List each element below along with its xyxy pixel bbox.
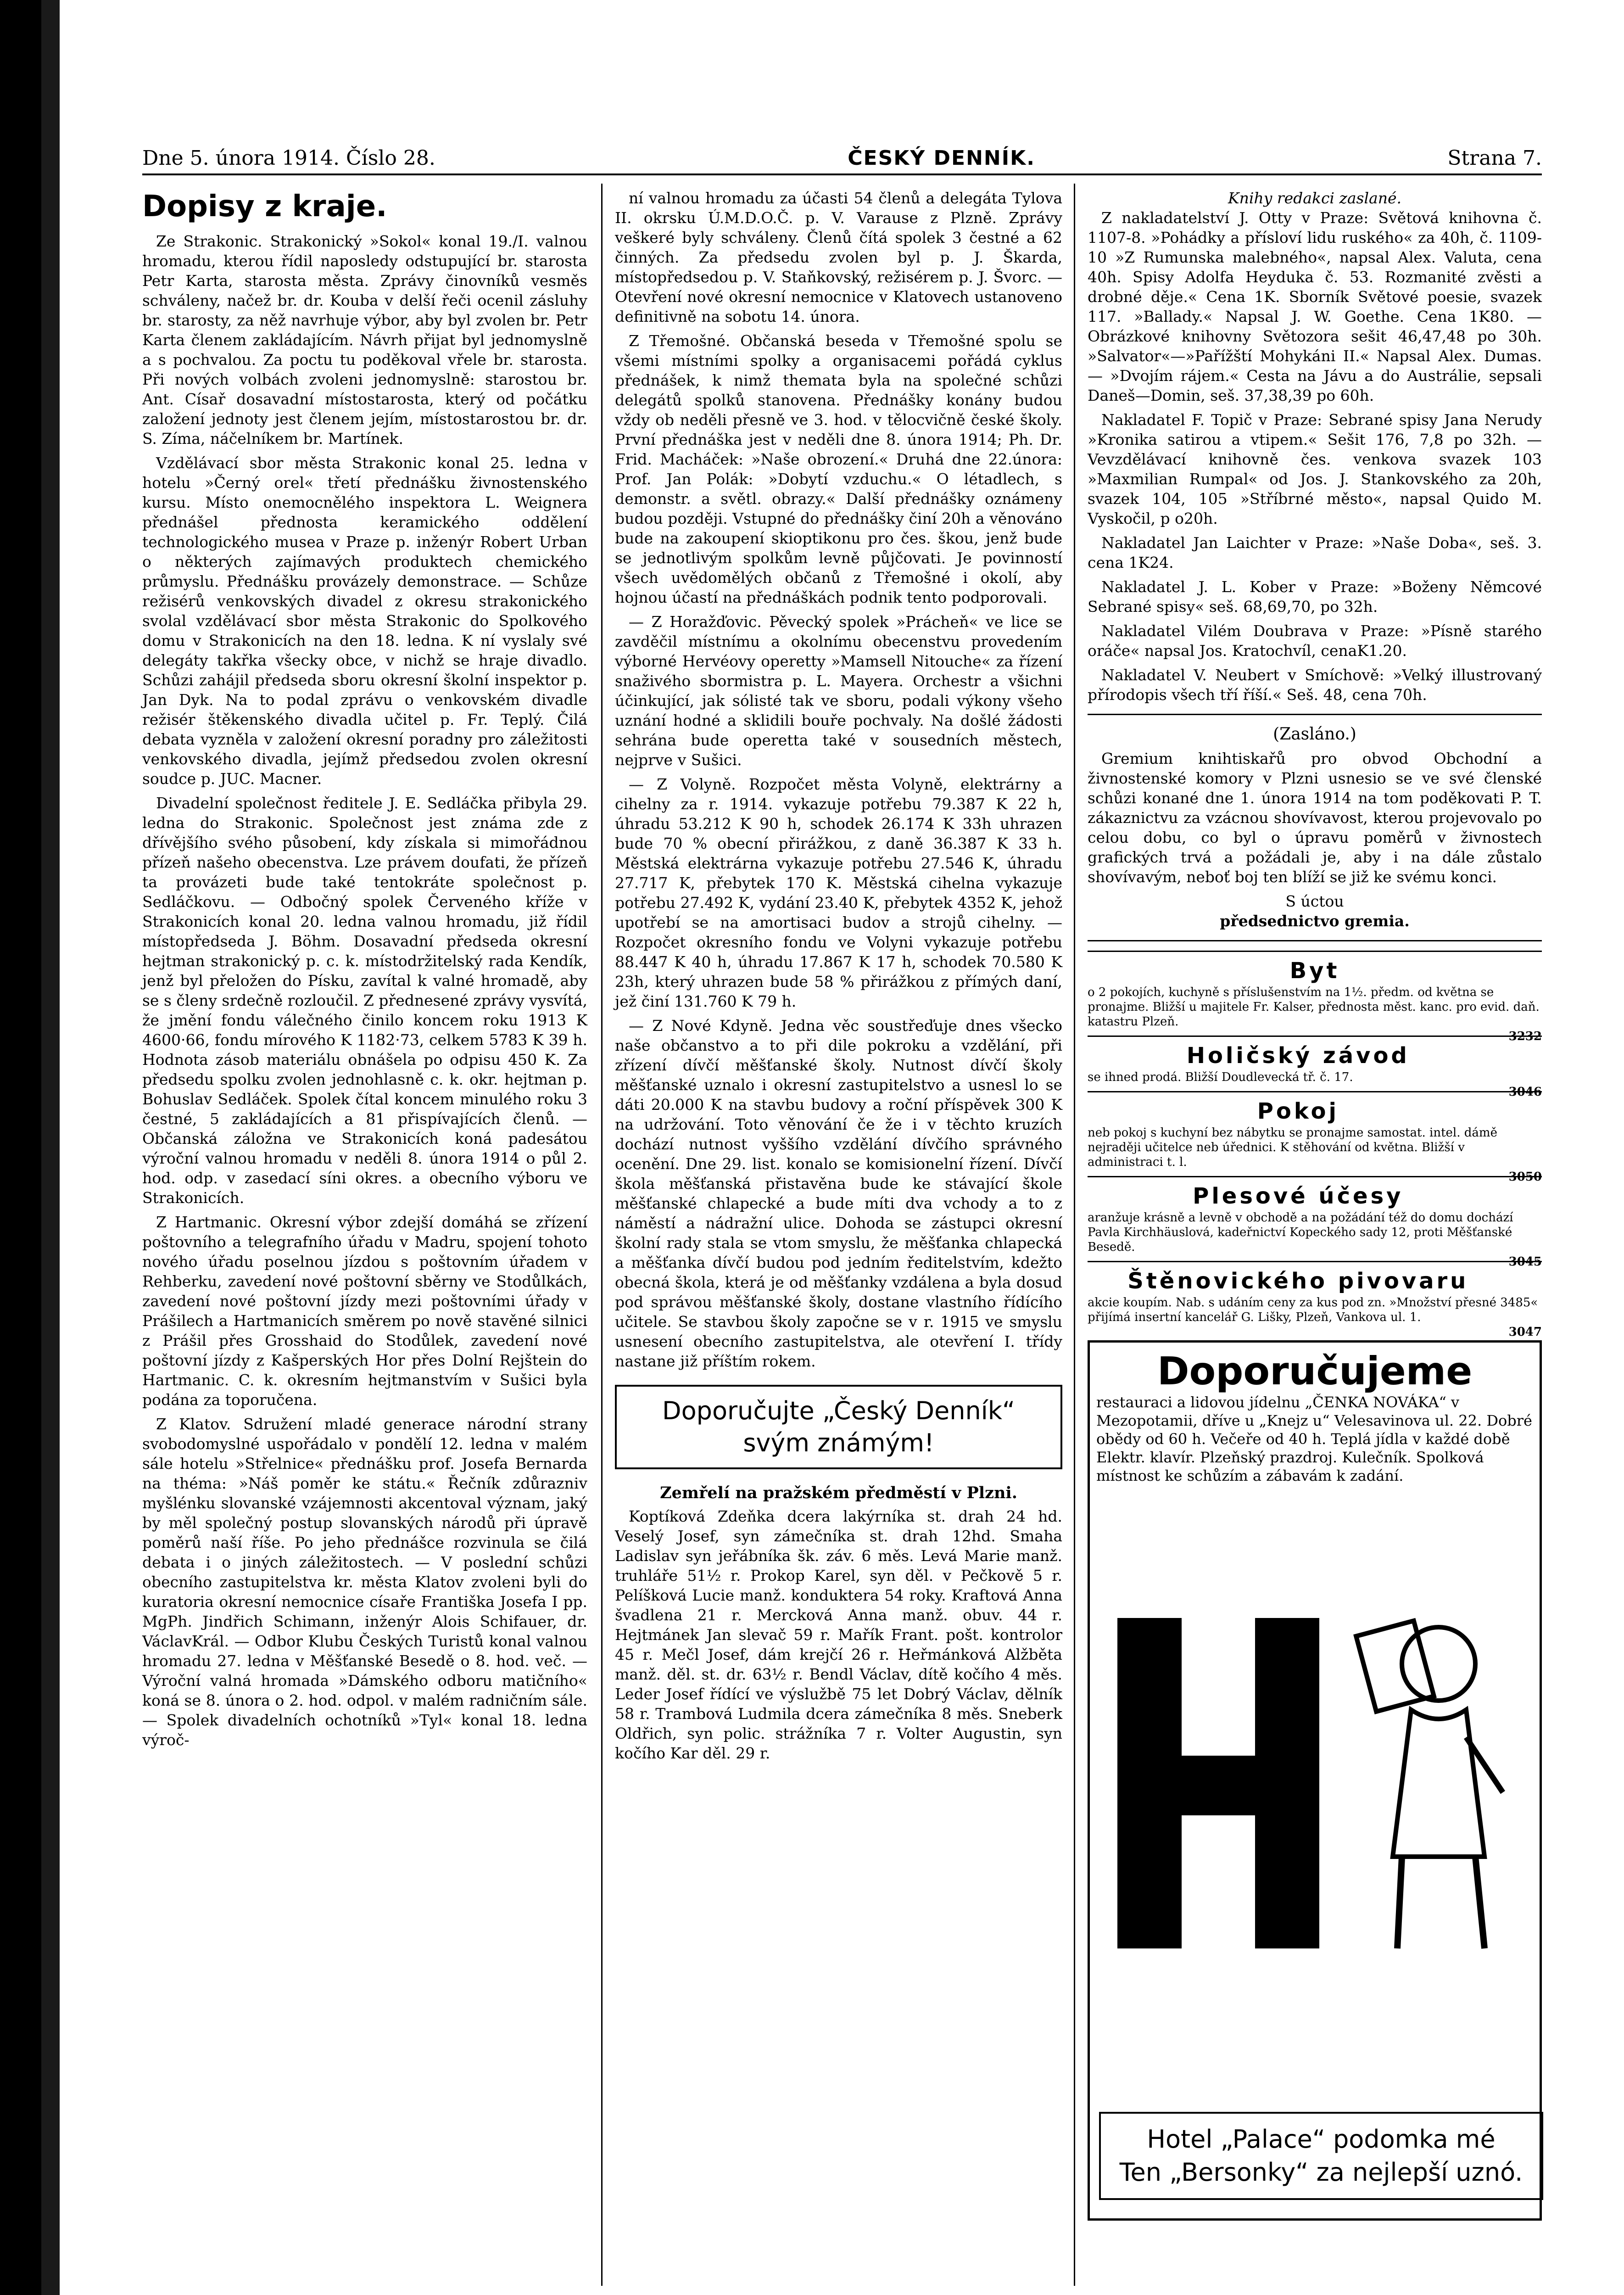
gremium-sign-2: předsednictvo gremia.: [1220, 912, 1410, 930]
obituary-title: Zemřelí na pražském předměstí v Plzni.: [660, 1483, 1017, 1502]
classified-title: Štěnovického pivovaru: [1127, 1268, 1469, 1294]
column-rule-2: [1074, 184, 1075, 2286]
section-heading: Dopisy z kraje.: [142, 190, 387, 224]
page-header: [142, 133, 1542, 170]
classified-text: aranžuje krásně a levně v obchodě a na požádání též do domu dochází Pavla Kirchhäuslová, kadeřnictví Kopeckého sady 12, proti Měšťanské Besedě.: [1088, 1211, 1513, 1254]
classified-text: se ihned prodá. Bližší Doudlevecká tř. č. 17.: [1088, 1070, 1353, 1084]
scan-edge-black: [0, 0, 41, 2295]
books-heading: Knihy redakci zaslané.: [1228, 189, 1401, 207]
classified-ad: [1088, 1036, 1542, 1099]
page-number: Strana 7.: [1447, 146, 1542, 170]
big-letter-h-graphic: [1108, 1600, 1328, 1967]
article-paragraph: Z Hartmanic. Okresní výbor zdejší domáhá se zřízení poštovního a telegrafního úřadu v Madru, spojení tohoto nového úřadu poselnou jízdou s poštovním úřadem v Rehberku, zavedení nové poštovní sběrny ve Stodůlkách, zavedení nové poštovní jízdy mezi poštovními úřady v Prášilech a Hartmanicích směrem po nově stavěné silnici z Prášil přes Grosshaid do Stodůlek, zavedení nové poštovní jízdy z Kašperských Hor přes Dolní Rejštein do Hartmanic. C. k. okresním hejtmanstvím v Sušici byla podána za toporučena.: [142, 1213, 587, 1409]
classified-title: Holičský závod: [1186, 1043, 1410, 1069]
classified-ad: [1088, 1176, 1542, 1269]
hotel-line-1: Hotel „Palace“ podomka mé: [1147, 2125, 1496, 2154]
gremium-sign-1: S úctou: [1285, 892, 1344, 910]
recommend-ad-box: [615, 1385, 1062, 1469]
restaurant-advertisement: [1088, 1340, 1542, 2221]
scan-edge-shadow: [41, 0, 60, 2295]
book-notice: Z nakladatelství J. Otty v Praze: Světová knihovna č. 1107-8. »Pohádky a přísloví lidu ruského« za 40h, č. 1109-10 »Z Rumunska malebného«, napsal Alex. Valuta, cena 40h. Spisy Adolfa Heyduka č. 53. Rozmanité zvěsti a drobné děje.« Cena 1K. Sborník Světové poesie, svazek 117. »Ballady.« Napsal J. W. Goethe. Cena 1K80. —Obrázkové knihovny Světozora sešit 46,47,48 po 30h. »Salvator«—»Pařížští Mohykáni II.« Napsal Alex. Dumas. — »Dvojím rájem.« Cesta na Jávu a do Austrálie, sepsali Daneš—Domin, seš. 37,38,39 po 60h.: [1088, 209, 1542, 404]
porter-figure-illustration: [1347, 1600, 1521, 1967]
recommend-ad-line-1: Doporučujte „Český Denník“: [662, 1396, 1015, 1425]
column-2: [615, 188, 1062, 1768]
classified-title: Byt: [1289, 958, 1340, 984]
book-notice: Nakladatel V. Neubert v Smíchově: »Velký illustrovaný přírodopis všech tří říší.« Seš. 48, cena 70h.: [1088, 666, 1542, 704]
article-paragraph: ní valnou hromadu za účasti 54 členů a delegáta Tylova II. okrsku Ú.M.D.O.Č. p. V. Varause z Plzně. Zprávy veškeré byly schváleny. Členů čítá spolek 3 čestné a 62 činných. Za předsedu zvolen byl p. J. Škarda, místopředsedou p. V. Staňkovský, režisérem p. J. Švorc. — Otevření nové okresní nemocnice v Klatovech ustanoveno definitivně na sobotu 14. února.: [615, 189, 1062, 325]
divider: [1088, 714, 1542, 715]
classified-text: akcie koupím. Nab. s udáním ceny za kus pod zn. »Množství přesné 3485« přijímá insertní kancelář G. Lišky, Plzeň, Vankova ul. 1.: [1088, 1296, 1538, 1324]
newspaper-page: [142, 133, 1542, 2290]
column-1: [142, 188, 587, 1754]
column-3: [1088, 188, 1542, 2221]
classified-title: Plesové účesy: [1193, 1183, 1404, 1209]
article-paragraph: Ze Strakonic. Strakonický »Sokol« konal 19./I. valnou hromadu, kterou řídil naposledy odstupující br. starosta Petr Karta, starosta města. Zprávy činovníků vesměs schváleny, načež br. dr. Kouba v delší řeči ocenil zásluhy br. starosty, za něž navrhuje výbor, aby byl zvolen br. Petr Karta členem zakládajícím. Návrh přijat byl jednomyslně a s pochvalou. Za poctu tu poděkoval vřele br. starosta. Při nových volbách zvoleni jednomyslně: starostou br. Ant. Císař dosavadní místostarosta, který od počátku založení jednoty jest členem jejím, místostarostou br. dr. S. Zíma, náčelníkem br. Martínek.: [142, 232, 587, 448]
article-paragraph: Divadelní společnost ředitele J. E. Sedláčka přibyla 29. ledna do Strakonic. Společnost jest známa zde z dřívějšího svého působení, kdy získala si mimořádnou přízeň našeho obecenstva. Lze právem doufati, že přízeň ta provázeti bude také tentokráte společnost p. Sedláčkovu. — Odbočný spolek Červeného kříže v Strakonicích konal 20. ledna valnou hromadu, již řídil místopředseda J. Böhm. Dosavadní předseda okresní hejtman strakonický p. c. k. místodržitelský rada Kendík, jenž byl přeložen do Písku, zavítal k valné hromadě, aby se s členy srdečně rozloučil. Z přednesené zprávy vysvítá, že jmění fondu válečného činilo koncem roku 1913 K 4600·66, fondu mírového K 1182·73, celkem 5783 K 39 h. Hodnota zásob materiálu obnášela po odpisu 450 K. Za předsedu spolku zvolen jednohlasně c. k. okr. hejtman p. Bohuslav Sedláček. Spolek čítal koncem minulého roku 3 čestné, 5 zakládajících a 81 přispívajících členů. — Občanská záložna ve Strakonicích koná padesátou výroční valnou hromadu v neděli 8. února 1914 o půl 2. hod. odp. v zasedací síni okres. a obecního výboru ve Strakonicích.: [142, 794, 587, 1207]
classified-number: 3047: [1508, 1325, 1542, 1339]
issue-date: Dne 5. února 1914. Číslo 28.: [142, 146, 435, 170]
ad-headline: Doporučujeme: [1157, 1349, 1473, 1394]
book-notice: Nakladatel J. L. Kober v Praze: »Boženy Němcové Sebrané spisy« seš. 68,69,70, po 32h.: [1088, 578, 1542, 616]
classified-number: 3046: [1508, 1085, 1542, 1099]
classified-text: o 2 pokojích, kuchyně s příslušenstvím na 1½. předm. od května se pronajme. Bližší u majitele Fr. Kalser, přednosta měst. kanc. pro evid. daň. katastru Plzeň.: [1088, 985, 1540, 1029]
obituary-text: Koptíková Zdeňka dcera lakýrníka st. drah 24 hd. Veselý Josef, syn zámečníka st. drah 12hd. Smaha Ladislav syn jeřábníka šk. záv. 6 měs. Levá Marie manž. truhláře 51½ r. Prokop Karel, syn děl. v Pečkově 5 r. Pelíšková Lucie manž. konduktera 54 roky. Kraftová Anna švadlena 21 r. Mercková Anna manž. obuv. 44 r. Hejtmánek Jan slevač 59 r. Mařík Frant. pošt. kontrolor 45 r. Mečl Josef, dám krejčí 26 r. Heřmánková Alžběta manž. děl. st. dr. 63½ r. Bendl Václav, dítě kočího 4 měs. Leder Josef řídící ve výslužbě 75 let Dobrý Václav, dělník 58 r. Trambová Ludmila dcera zámečníka 8 měs. Sneberk Oldřich, syn polic. strážníka 7 r. Volter Augustin, syn kočího Kar děl. 29 r.: [615, 1507, 1062, 1762]
column-rule-1: [601, 184, 603, 2286]
article-paragraph: — Z Horažďovic. Pěvecký spolek »Prácheň« ve lice se zavděčil místnímu a okolnímu obecenstvu provedením výborné Hervéovy operetty »Mamsell Nitouche« za řízení snaživého sbormistra p. L. Mayera. Orchestr a všichni účinkující, jak sólisté tak ve sboru, podali výkony všeho uznání hodné a sklidili bouře pochvaly. Na došlé žádosti sehrána bude operetta také v sousedních městech, nejprve v Sušici.: [615, 613, 1062, 769]
classified-ad: [1088, 1091, 1542, 1184]
article-paragraph: Z Třemošné. Občanská beseda v Třemošné spolu se všemi místními spolky a organisacemi pořádá cyklus přednášek, k nimž themata byla na společné schůzi delegátů spolků stanovena. Přednášky konány budou vždy ob neděli přesně ve 3. hod. v tělocvičně české školy. První přednáška jest v neděli dne 8. února 1914; Ph. Dr. Frid. Macháček: »Naše obrození.« Druhá dne 22.února: Prof. Jan Polák: »Dobytí vzduchu.« O létadlech, s demonstr. a světl. obrazy.« Další přednášky oznámeny budou později. Vstupné do přednášky činí 20h a věnováno bude na zakoupení skioptikonu pro čes. škou, jenž bude se jednotlivým spolkům levně půjčovati. Je povinností všech uvědomělých občanů z Třemošné i okolí, aby hojnou účastí na přednáškách podnik tento podporovali.: [615, 332, 1062, 606]
book-notice: Nakladatel Jan Laichter v Praze: »Naše Doba«, seš. 3. cena 1K24.: [1088, 534, 1542, 571]
article-paragraph: — Z Volyně. Rozpočet města Volyně, elektrárny a cihelny za r. 1914. vykazuje potřebu 79.387 K 22 h, úhradu 53.212 K 90 h, schodek 26.174 K 33h uhrazen bude 70 % obecní přirážkou, z daně 36.387 K 33 h. Městská elektrárna vykazuje potřebu 27.546 K, úhradu 27.717 K, přebytek 170 K. Městská cihelna vykazuje potřebu 27.492 K, vydání 23.40 K, přebytek 4352 K, jehož upotřebí se na amortisaci budov a strojů cihelny. — Rozpočet okresního fondu ve Volyni vykazuje potřebu 88.447 K 40 h, úhradu 17.867 K 17 h, schodek 70.580 K 23h, který uhrazen bude 58 % přirážkou z přímých daní, jež činí 131.760 K 79 h.: [615, 775, 1062, 1010]
divider: [1088, 940, 1542, 941]
book-notice: Nakladatel F. Topič v Praze: Sebrané spisy Jana Nerudy »Kronika satirou a vtipem.« Sešit 176, 7,8 po 32h. —Vevzdělávací knihovně čes. venkova svazek 103 »Maxmilian Rumpal« od Jos. J. Stankovského za 20h, svazek 104, 105 »Stříbrné město«, napsal Quido M. Vyskočil, p o20h.: [1088, 411, 1542, 527]
hotel-palace-box: [1099, 2112, 1543, 2200]
classified-text: neb pokoj s kuchyní bez nábytku se pronajme samostat. intel. dámě nejraději učitelce neb úřednici. K stěhování od května. Bližší v administraci t. l.: [1088, 1126, 1497, 1169]
classified-ad: [1088, 951, 1542, 1043]
article-paragraph: — Z Nové Kdyně. Jedna věc soustřeďuje dnes všecko naše občanstvo a to při dile pokroku a vzdělání, při zřízení dívčí měšťanské školy. Nutnost dívčí školy měšťanské uznalo i okresní zastupitelstvo a usnesl lo se dáti 20.000 K na stavbu budovy a roční příspěvek 300 K na udržování. Toto věnování če že i v těchto kruzích dochází nutnost vyššího vzdělání dívčího správného ocenění. Dne 29. list. konalo se komisionelní řízení. Dívčí škola měšťanská přistavěna bude ke stávající škole měšťanské chlapecké a bude míti dva vchody a to z náměstí a nádražní ulice. Dohoda se zástupci okresní školní rady stala se vtom smyslu, že měšťanka chlapecká a měšťanka dívčí budou pod jedním ředitelstvím, kdežto obecná škola, která je od měšťanky vzdálena a byla dosud pod správou měšťanské školy, dostane vlastního řídícího učitele. Se stavbou školy započne se v r. 1915 ve smyslu usnesení obecního zastupitelstva, ale otevření I. třídy nastane již příštím rokem.: [615, 1017, 1062, 1370]
classified-title: Pokoj: [1257, 1098, 1339, 1124]
hotel-line-2: Ten „Bersonky“ za nejlepší uznó.: [1119, 2158, 1523, 2187]
classified-ad: [1088, 1261, 1542, 1339]
classified-number: 3045: [1508, 1255, 1542, 1269]
newspaper-title: ČESKÝ DENNÍK.: [848, 146, 1035, 170]
classified-number: 3050: [1508, 1170, 1542, 1184]
article-paragraph: Vzdělávací sbor města Strakonic konal 25. ledna v hotelu »Černý orel« třetí přednášku živnostenského kursu. Místo onemocnělého inspektora L. Weignera přednášel přednosta keramického oddělení technologického musea v Praze p. inženýr Robert Urban o některých zajímavých produktech chemického průmyslu. Přednášku provázely demonstrace. — Schůze režisérů venkovských divadel z okresu strakonického svolal vzdělávací sbor města Strakonic do Spolkového domu v Strakonicích na den 18. ledna. K ní vyslaly své delegáty takřka všecky obce, v nichž se hraje divadlo. Schůzi zahájil předseda sboru okresní školní inspektor p. Jan Dyk. Na to podal zprávu o venkovském divadle režisér štěkenského divadla učitel p. Fr. Teplý. Čilá debata vyzněla v založení okresní poradny pro záležitosti venkovského divadla, jejímž předsedou zvolen okresní soudce p. JUC. Macner.: [142, 454, 587, 788]
classified-number: 3232: [1508, 1030, 1542, 1043]
header-rule: [142, 174, 1542, 175]
gremium-notice: Gremium knihtiskařů pro obvod Obchodní a živnostenské komory v Plzni usnesio se ve své členské schůzi konané dne 1. února 1914 na tom poděkovati P. T. zákaznictvu za vzácnou shovívavost, kterou projevovalo po celou dobu, co byl o úpravu poměrů v živnostech grafických trvá a požádali je, aby i na dále zůstalo shovívavým, neboť boj ten blíží se již ke svému konci.: [1088, 750, 1542, 886]
zaslano-label: (Zasláno.): [1273, 725, 1356, 744]
ad-body: restauraci a lidovou jídelnu „ČENKA NOVÁKA“ v Mezopotamii, dříve u „Knejz u“ Velesavinova ul. 22. Dobré obědy od 60 h. Večeře od 40 h. Teplá jídla v každé době Elektr. klavír. Plzeňský prazdroj. Kulečník. Spolková místnost ke schůzím a zábavám k zadání.: [1096, 1394, 1532, 1484]
article-paragraph: Z Klatov. Sdružení mladé generace národní strany svobodomyslné uspořádalo v pondělí 12. ledna v malém sále hotelu »Střelnice« přednášku prof. Josefa Bernarda na théma: »Náš poměr ke státu.« Řečník zdůrazniv myšlénku slovanské vzájemnosti akcentoval význam, jaký by měl společný postup slovanských národů při úpravě poměrů naší říše. Po jeho přednášce rozvinula se čilá debata i o jiných záležitostech. — V poslední schůzi obecního zastupitelstva kr. města Klatov zvoleni byli do kuratoria okresní nemocnice císaře Františka Josefa I pp. MgPh. Jindřich Schimann, inženýr Alois Schifauer, dr. VáclavKrál. — Odbor Klubu Českých Turistů konal valnou hromadu 27. ledna v Měšťanské Besedě o 8. hod. več. — Výroční valná hromada »Dámského odboru matičního« koná se 8. února o 2. hod. odpol. v malém radničním sále. — Spolek divadelních ochotníků »Tyl« konal 18. ledna výroč-: [142, 1415, 587, 1749]
book-notice: Nakladatel Vilém Doubrava v Praze: »Písně starého oráče« napsal Jos. Kratochvíl, cenaK1.20.: [1088, 622, 1542, 660]
recommend-ad-line-2: svým známým!: [743, 1428, 934, 1457]
